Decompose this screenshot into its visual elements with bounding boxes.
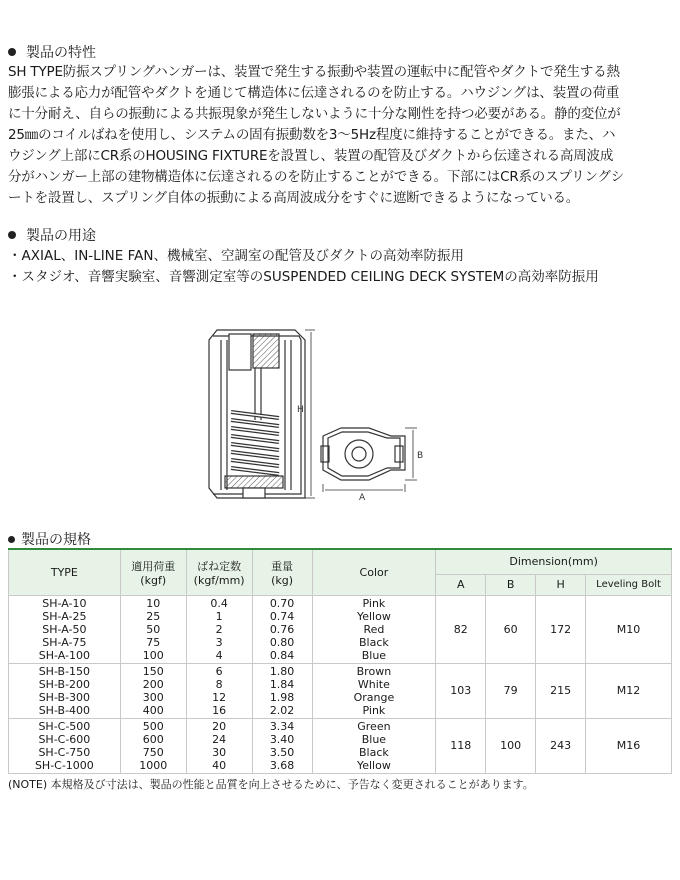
spring-constant-cell-value: 2 xyxy=(215,622,223,636)
load-cell xyxy=(120,718,186,773)
header-b: B xyxy=(486,574,536,595)
spring-hanger-drawing xyxy=(195,320,435,510)
color-cell-value: Orange xyxy=(353,690,395,704)
header-weight: 重量 (kg) xyxy=(252,549,312,595)
weight-cell-value: 3.68 xyxy=(269,758,295,772)
features-heading xyxy=(8,42,96,62)
spring-constant-cell-value: 8 xyxy=(215,677,223,691)
specs-title: 製品の規格 xyxy=(21,532,91,548)
load-cell-value: 300 xyxy=(142,690,164,704)
spring-constant-cell-value: 1 xyxy=(215,609,223,623)
specs-heading xyxy=(8,529,672,549)
uses-item: ・スタジオ、音響実験室、音響測定室等のSUSPENDED CEILING DECK SYSTEMの高効率防振用 xyxy=(8,269,599,285)
spring-constant-cell xyxy=(186,663,252,718)
header-type: TYPE xyxy=(9,549,121,595)
dimension-b-cell: 60 xyxy=(486,595,536,663)
spring-constant-cell-value: 40 xyxy=(212,758,227,772)
type-cell xyxy=(9,718,121,773)
weight-cell xyxy=(252,595,312,663)
load-cell-value: 50 xyxy=(146,622,161,636)
header-spring-constant: ばね定数 (kgf/mm) xyxy=(186,549,252,595)
spring-constant-cell-value: 0.4 xyxy=(210,596,228,610)
type-cell-value: SH-C-600 xyxy=(38,732,91,746)
type-cell-value: SH-A-50 xyxy=(42,622,87,636)
side-view xyxy=(209,330,305,498)
header-load: 適用荷重 (kgf) xyxy=(120,549,186,595)
color-cell-value: Blue xyxy=(361,648,387,662)
weight-cell-value: 0.70 xyxy=(269,596,295,610)
uses-title: 製品の用途 xyxy=(26,228,96,244)
spec-table xyxy=(8,548,672,774)
dimension-bolt-cell: M12 xyxy=(586,663,672,718)
spring-constant-cell-value: 3 xyxy=(215,635,223,649)
weight-cell-value: 0.76 xyxy=(269,622,295,636)
table-row xyxy=(9,718,672,773)
load-cell-value: 400 xyxy=(142,703,164,717)
type-cell-value: SH-C-500 xyxy=(38,719,91,733)
type-cell xyxy=(9,595,121,663)
bullet-icon xyxy=(8,536,15,543)
type-cell-value: SH-C-750 xyxy=(38,745,91,759)
h-dimension xyxy=(305,330,315,498)
load-cell-value: 750 xyxy=(142,745,164,759)
spring-constant-cell-value: 24 xyxy=(212,732,227,746)
dimension-h-cell: 215 xyxy=(536,663,586,718)
weight-cell-value: 1.84 xyxy=(269,677,295,691)
features-line: ートを設置し、スプリング自体の振動による高周波成分をすぐに遮断できるようになっている。 xyxy=(8,190,580,206)
features-line: ウジング上部にCR系のHOUSING FIXTUREを設置し、装置の配管及びダクトから伝達される高周波成 xyxy=(8,148,614,164)
features-line: SH TYPE防振スプリングハンガーは、装置で発生する振動や装置の運転中に配管やダクトで発生する熱 xyxy=(8,64,620,80)
weight-cell-value: 3.50 xyxy=(269,745,295,759)
header-dimension: Dimension(mm) xyxy=(436,549,672,574)
spring-constant-cell-value: 16 xyxy=(212,703,227,717)
header-a: A xyxy=(436,574,486,595)
top-view xyxy=(321,428,405,480)
type-cell-value: SH-C-1000 xyxy=(34,758,94,772)
weight-cell xyxy=(252,663,312,718)
type-cell-value: SH-B-200 xyxy=(38,677,91,691)
load-cell-value: 150 xyxy=(142,664,164,678)
type-cell-value: SH-A-75 xyxy=(42,635,87,649)
color-cell-value: Pink xyxy=(362,596,386,610)
spring-constant-cell-value: 20 xyxy=(212,719,227,733)
dimension-a-cell: 118 xyxy=(436,718,486,773)
uses-heading xyxy=(8,225,96,245)
header-leveling-bolt: Leveling Bolt xyxy=(586,574,672,595)
color-cell-value: White xyxy=(357,677,390,691)
spring-constant-cell-value: 12 xyxy=(212,690,227,704)
type-cell-value: SH-B-400 xyxy=(38,703,91,717)
dimension-a-cell: 103 xyxy=(436,663,486,718)
color-cell-value: Yellow xyxy=(356,609,391,623)
color-cell xyxy=(312,718,436,773)
color-cell-value: Pink xyxy=(362,703,386,717)
spring-constant-cell-value: 30 xyxy=(212,745,227,759)
weight-cell xyxy=(252,718,312,773)
table-row xyxy=(9,663,672,718)
spring-constant-cell-value: 6 xyxy=(215,664,223,678)
dimension-h-cell: 243 xyxy=(536,718,586,773)
type-cell-value: SH-A-100 xyxy=(38,648,90,662)
spring-constant-cell-value: 4 xyxy=(215,648,223,662)
load-cell-value: 600 xyxy=(142,732,164,746)
weight-cell-value: 1.80 xyxy=(269,664,295,678)
load-cell xyxy=(120,663,186,718)
bullet-icon xyxy=(8,48,16,56)
weight-cell-value: 3.34 xyxy=(269,719,295,733)
load-cell-value: 500 xyxy=(142,719,164,733)
load-cell-value: 100 xyxy=(142,648,164,662)
spring-constant-cell xyxy=(186,718,252,773)
label-b: B xyxy=(417,451,424,461)
features-line: 分がハンガー上部の建物構造体に伝達されるのを防止することができる。下部にはCR系のスプリングシ xyxy=(8,169,625,185)
table-row xyxy=(9,595,672,663)
dimension-b-cell: 100 xyxy=(486,718,536,773)
color-cell-value: Green xyxy=(357,719,391,733)
color-cell-value: Red xyxy=(363,622,385,636)
color-cell xyxy=(312,663,436,718)
weight-cell-value: 2.02 xyxy=(269,703,295,717)
load-cell-value: 75 xyxy=(146,635,161,649)
uses-list xyxy=(8,246,599,288)
color-cell-value: Yellow xyxy=(356,758,391,772)
load-cell-value: 200 xyxy=(142,677,164,691)
type-cell xyxy=(9,663,121,718)
features-paragraph xyxy=(8,62,672,209)
header-h: H xyxy=(536,574,586,595)
features-title: 製品の特性 xyxy=(26,45,96,61)
weight-cell-value: 0.74 xyxy=(269,609,295,623)
dimension-a-cell: 82 xyxy=(436,595,486,663)
features-line: 膨張による応力が配管やダクトを通じて構造体に伝達されるのを防止する。ハウジングは、装置の荷重 xyxy=(8,85,620,101)
dimension-h-cell: 172 xyxy=(536,595,586,663)
color-cell-value: Blue xyxy=(361,732,387,746)
label-h: H xyxy=(297,405,304,415)
dimension-bolt-cell: M16 xyxy=(586,718,672,773)
type-cell-value: SH-A-10 xyxy=(42,596,87,610)
dimension-b-cell: 79 xyxy=(486,663,536,718)
uses-item: ・AXIAL、IN-LINE FAN、機械室、空調室の配管及びダクトの高効率防振用 xyxy=(8,248,464,264)
weight-cell-value: 1.98 xyxy=(269,690,295,704)
color-cell-value: Black xyxy=(359,745,389,759)
features-line: に十分耐え、自らの振動による共振現象が発生しないように十分な剛性を持つ必要がある。静的変位が xyxy=(8,106,621,122)
header-color: Color xyxy=(312,549,436,595)
type-cell-value: SH-A-25 xyxy=(42,609,87,623)
weight-cell-value: 0.84 xyxy=(269,648,295,662)
type-cell-value: SH-B-150 xyxy=(38,664,91,678)
bullet-icon xyxy=(8,231,16,239)
load-cell xyxy=(120,595,186,663)
color-cell-value: Black xyxy=(359,635,389,649)
spring-constant-cell xyxy=(186,595,252,663)
type-cell-value: SH-B-300 xyxy=(38,690,91,704)
load-cell-value: 10 xyxy=(146,596,161,610)
weight-cell-value: 3.40 xyxy=(269,732,295,746)
label-a: A xyxy=(359,493,366,503)
color-cell-value: Brown xyxy=(356,664,392,678)
load-cell-value: 25 xyxy=(146,609,161,623)
features-line: 25㎜のコイルばねを使用し、システムの固有振動数を3～5Hz程度に維持することができる。また、ハ xyxy=(8,127,616,143)
load-cell-value: 1000 xyxy=(139,758,168,772)
weight-cell-value: 0.80 xyxy=(269,635,295,649)
color-cell xyxy=(312,595,436,663)
spec-note: (NOTE) 本規格及び寸法は、製品の性能と品質を向上させるために、予告なく変更されることがあります。 xyxy=(8,778,534,791)
dimension-bolt-cell: M10 xyxy=(586,595,672,663)
